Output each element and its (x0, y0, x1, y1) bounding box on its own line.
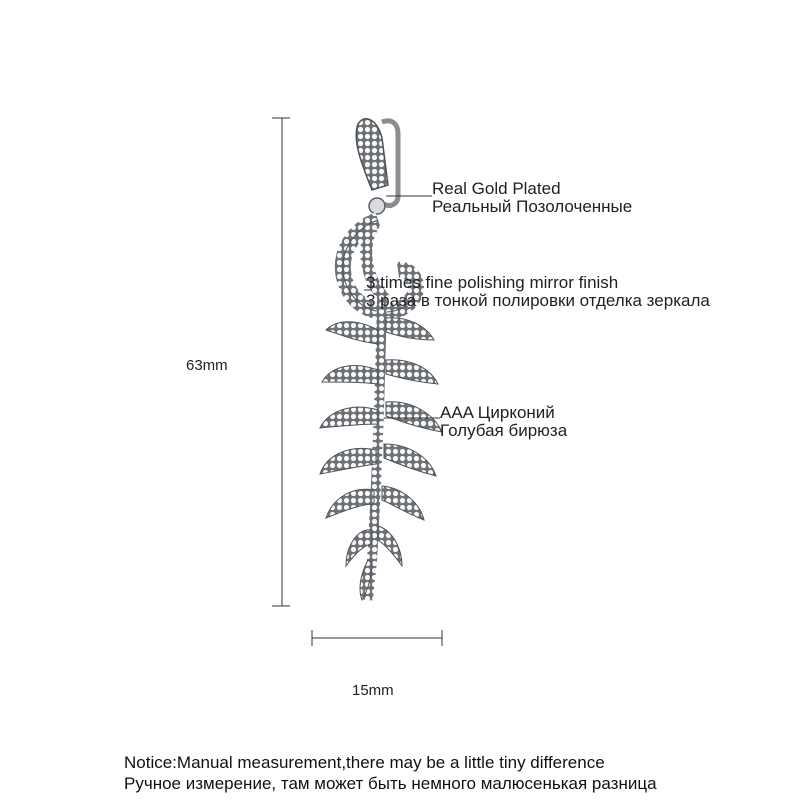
height-dimension-line (272, 118, 290, 606)
callout-polishing-en: 3 times fine polishing mirror finish (366, 273, 619, 292)
earring-leaf (320, 300, 442, 600)
callout-polishing-ru: 3 раза в тонкой полировки отделка зеркала (366, 291, 710, 310)
width-label: 15mm (352, 682, 394, 699)
callout-zircon-ru: Голубая бирюза (440, 421, 568, 440)
height-label: 63mm (186, 357, 228, 374)
earring-hook (356, 119, 398, 214)
callout-gold-plated-ru: Реальный Позолоченные (432, 197, 633, 216)
notice-text-en: Notice:Manual measurement,there may be a little tiny difference (124, 753, 605, 772)
callout-zircon-en: AAA Цирконий (440, 403, 555, 422)
width-dimension-line (312, 630, 442, 646)
callout-gold-plated-en: Real Gold Plated (432, 179, 561, 198)
notice-text-ru: Ручное измерение, там может быть немного малюсенькая разница (124, 774, 657, 793)
